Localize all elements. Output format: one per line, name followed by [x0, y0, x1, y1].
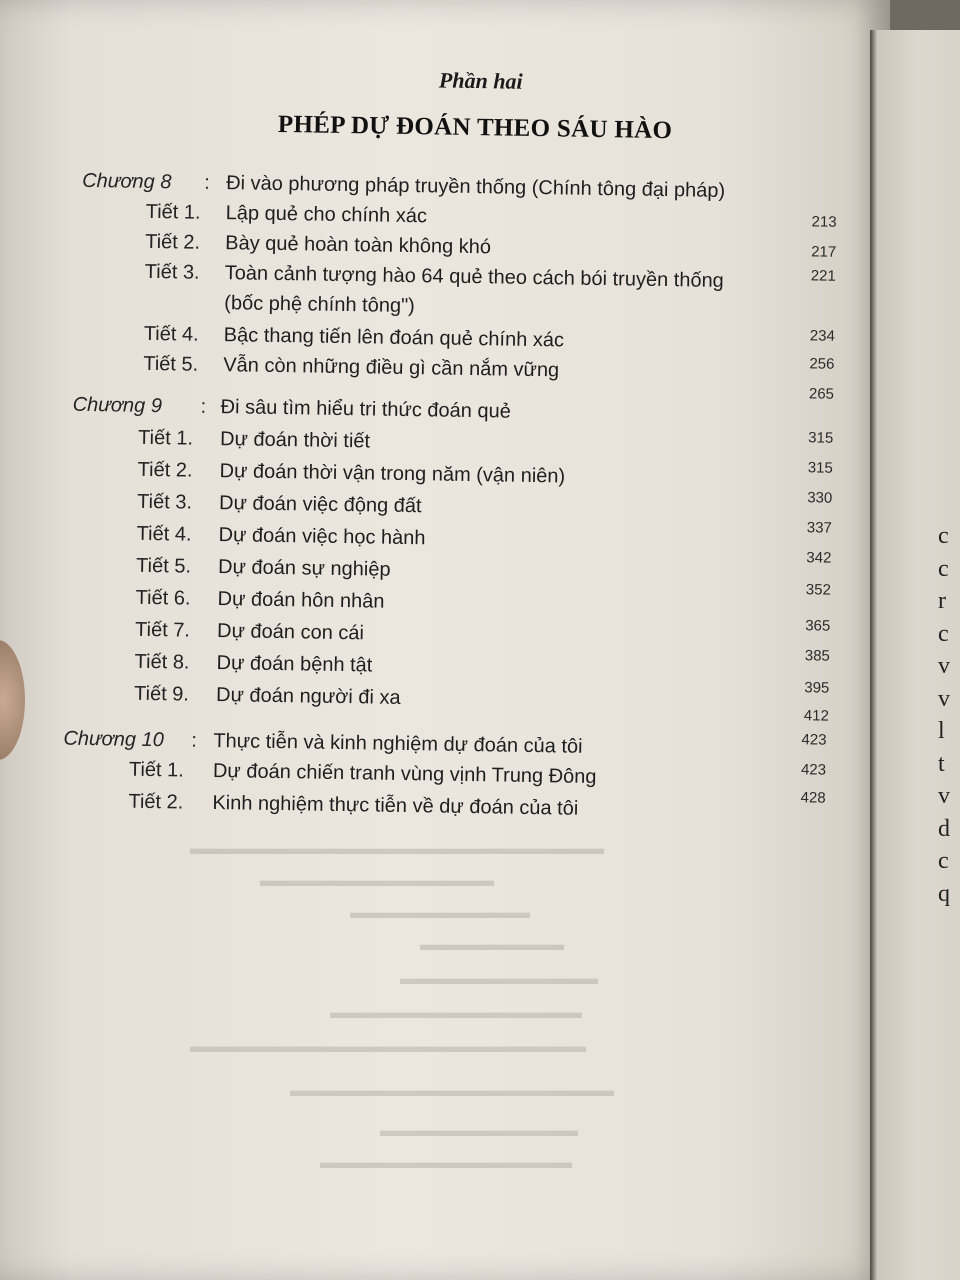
section-title: Dự đoán sự nghiệp — [217, 556, 391, 581]
page-number: 330 — [807, 489, 833, 507]
section-label: Tiết 2. — [145, 230, 201, 254]
page-number: 234 — [809, 327, 835, 345]
colon: : — [203, 171, 210, 194]
chapter-label: Chương 9 — [72, 393, 163, 418]
page-number: 315 — [807, 459, 833, 477]
section-title: Dự đoán người đi xa — [215, 684, 401, 709]
chapter-title: Thực tiễn và kinh nghiệm dự đoán của tôi — [213, 730, 583, 758]
page-number: 365 — [805, 617, 831, 635]
section-title: Toàn cảnh tượng hào 64 quẻ theo cách bói truyền thống — [224, 262, 724, 292]
page-number: 412 — [803, 707, 830, 725]
book-photo: c c r c v v l t v d c q ▬▬▬▬▬▬▬▬▬▬▬▬▬▬▬▬▬▬▬▬▬▬▬ ▬▬▬▬▬▬▬▬▬▬▬▬▬ ▬▬▬▬▬▬▬▬▬▬ ▬▬▬▬▬▬▬▬ ▬▬▬▬▬▬▬▬▬▬▬ ▬▬▬▬▬▬▬▬▬▬▬▬▬▬ ▬▬▬▬▬▬▬▬▬▬▬▬▬▬▬▬▬▬▬▬▬▬ ▬▬▬▬▬▬▬▬▬▬▬▬▬▬▬▬▬▬ ▬▬▬▬▬▬▬▬▬▬▬ ▬▬▬▬▬▬▬▬▬▬▬▬▬▬ Phần hai PHÉP DỰ ĐOÁN THEO SÁU HÀO Chương 8 : Đi vào phương pháp truyền thống (Chính tông đại pháp) Tiết 1. Lập quẻ cho chính xác 213 Tiết 2. Bày quẻ hoàn toàn không khó 217 Tiết 3. Toàn cảnh tượng hào 64 quẻ theo cách bói truyền thống 221 (bốc phệ chính tông") Tiết 4. Bậc thang tiến lên đoán quẻ chính xác 234 Tiết 5. Vẫn còn những điều gì cần nắm vững 256 265 Chương 9 : Đi sâu tìm hiểu tri thức đoán quẻ Tiết 1. Dự đoán thời tiết 315 Tiết 2. Dự đoán thời vận trong năm (vận niên) 315 Tiết 3. Dự đoán việc động đất 330 Tiết 4. Dự đoán việc học hành 337 Tiết 5. Dự đoán sự nghiệp 342 Tiết 6. Dự đoán hôn nhân 352 Tiết 7. Dự đoán con cái 365 Tiết 8. Dự đoán bệnh tật 385 Tiết 9. Dự đoán người đi xa 395 412 Chương 10 : Thực tiễn và kinh nghiệm dự đoán của tôi 423 Tiết 1. Dự đoán chiến tranh vùng vịnh Trung Đông 423 Tiết 2. Kinh nghiệm thực tiễn về dự đoán của tôi 428 — [0, 0, 960, 1280]
page-number: 221 — [810, 267, 836, 285]
section-label: Tiết 1. — [145, 200, 201, 224]
page-number: 337 — [806, 519, 832, 537]
section-label: Tiết 3. — [144, 260, 200, 284]
right-page-letter: c — [938, 555, 949, 582]
right-page-letter: q — [938, 880, 950, 907]
right-page-letter: c — [938, 848, 949, 874]
page-number: 342 — [806, 549, 832, 567]
section-label: Tiết 2. — [137, 458, 193, 482]
right-page-letter: v — [938, 685, 950, 712]
section-label: Tiết 2. — [128, 790, 184, 814]
chapter-title: Đi sâu tìm hiểu tri thức đoán quẻ — [220, 396, 511, 423]
right-page-letter: l — [938, 718, 945, 744]
section-label: Tiết 7. — [134, 618, 191, 642]
colon: : — [191, 729, 198, 752]
right-page-letter: r — [938, 588, 946, 614]
right-page-text — [938, 520, 950, 910]
right-page-letter: v — [938, 653, 950, 679]
section-title: Kinh nghiệm thực tiễn về dự đoán của tôi — [212, 791, 579, 820]
colon: : — [200, 395, 207, 418]
right-page-letter: v — [938, 783, 950, 809]
page-number: 423 — [801, 731, 827, 749]
section-label: Tiết 8. — [134, 650, 190, 674]
right-page-letter: c — [938, 620, 949, 647]
page-number: 428 — [800, 789, 826, 807]
part-label: Phần hai — [438, 67, 523, 94]
chapter-label: Chương 8 — [82, 169, 172, 194]
section-title: Bày quẻ hoàn toàn không khó — [225, 232, 492, 259]
section-title: Dự đoán thời tiết — [219, 428, 371, 453]
right-page-letter: c — [938, 523, 949, 549]
section-label: Tiết 1. — [128, 758, 184, 782]
page-number: 265 — [808, 385, 835, 403]
section-title: Lập quẻ cho chính xác — [225, 202, 428, 228]
section-label: Tiết 4. — [136, 522, 192, 546]
section-label: Tiết 4. — [143, 322, 199, 346]
section-title: Vẫn còn những điều gì cần nắm vững — [223, 354, 560, 382]
page-number: 213 — [811, 213, 837, 231]
chapter-title: Đi vào phương pháp truyền thống (Chính tông đại pháp) — [225, 172, 726, 202]
section-title: Dự đoán chiến tranh vùng vịnh Trung Đông — [212, 760, 597, 789]
page-number: 423 — [800, 761, 827, 779]
section-label: Tiết 5. — [135, 554, 192, 578]
part-title: PHÉP DỰ ĐOÁN THEO SÁU HÀO — [277, 110, 673, 145]
section-label: Tiết 6. — [135, 586, 191, 610]
section-title: Dự đoán việc học hành — [218, 524, 426, 550]
page-number: 315 — [808, 429, 834, 447]
section-title: Bậc thang tiến lên đoán quẻ chính xác — [223, 324, 565, 352]
page-number: 385 — [804, 647, 830, 665]
section-title: Dự đoán việc động đất — [218, 492, 422, 518]
section-title: Dự đoán thời vận trong năm (vận niên) — [219, 460, 566, 488]
chapter-label: Chương 10 — [63, 727, 164, 752]
section-title: Dự đoán con cái — [216, 620, 365, 645]
page-number: 395 — [804, 679, 830, 697]
section-title: Dự đoán bệnh tật — [216, 652, 373, 677]
section-label: Tiết 1. — [137, 426, 194, 450]
right-page-letter: t — [938, 750, 945, 777]
page-number: 256 — [809, 355, 835, 373]
page-number: 217 — [811, 243, 837, 261]
section-label: Tiết 3. — [136, 490, 193, 514]
section-label: Tiết 9. — [133, 682, 190, 706]
section-label: Tiết 5. — [143, 352, 199, 376]
page-number: 352 — [805, 581, 832, 599]
section-title: Dự đoán hôn nhân — [217, 588, 385, 613]
right-page-letter: d — [938, 815, 950, 842]
section-title-continued: (bốc phệ chính tông") — [224, 292, 415, 318]
